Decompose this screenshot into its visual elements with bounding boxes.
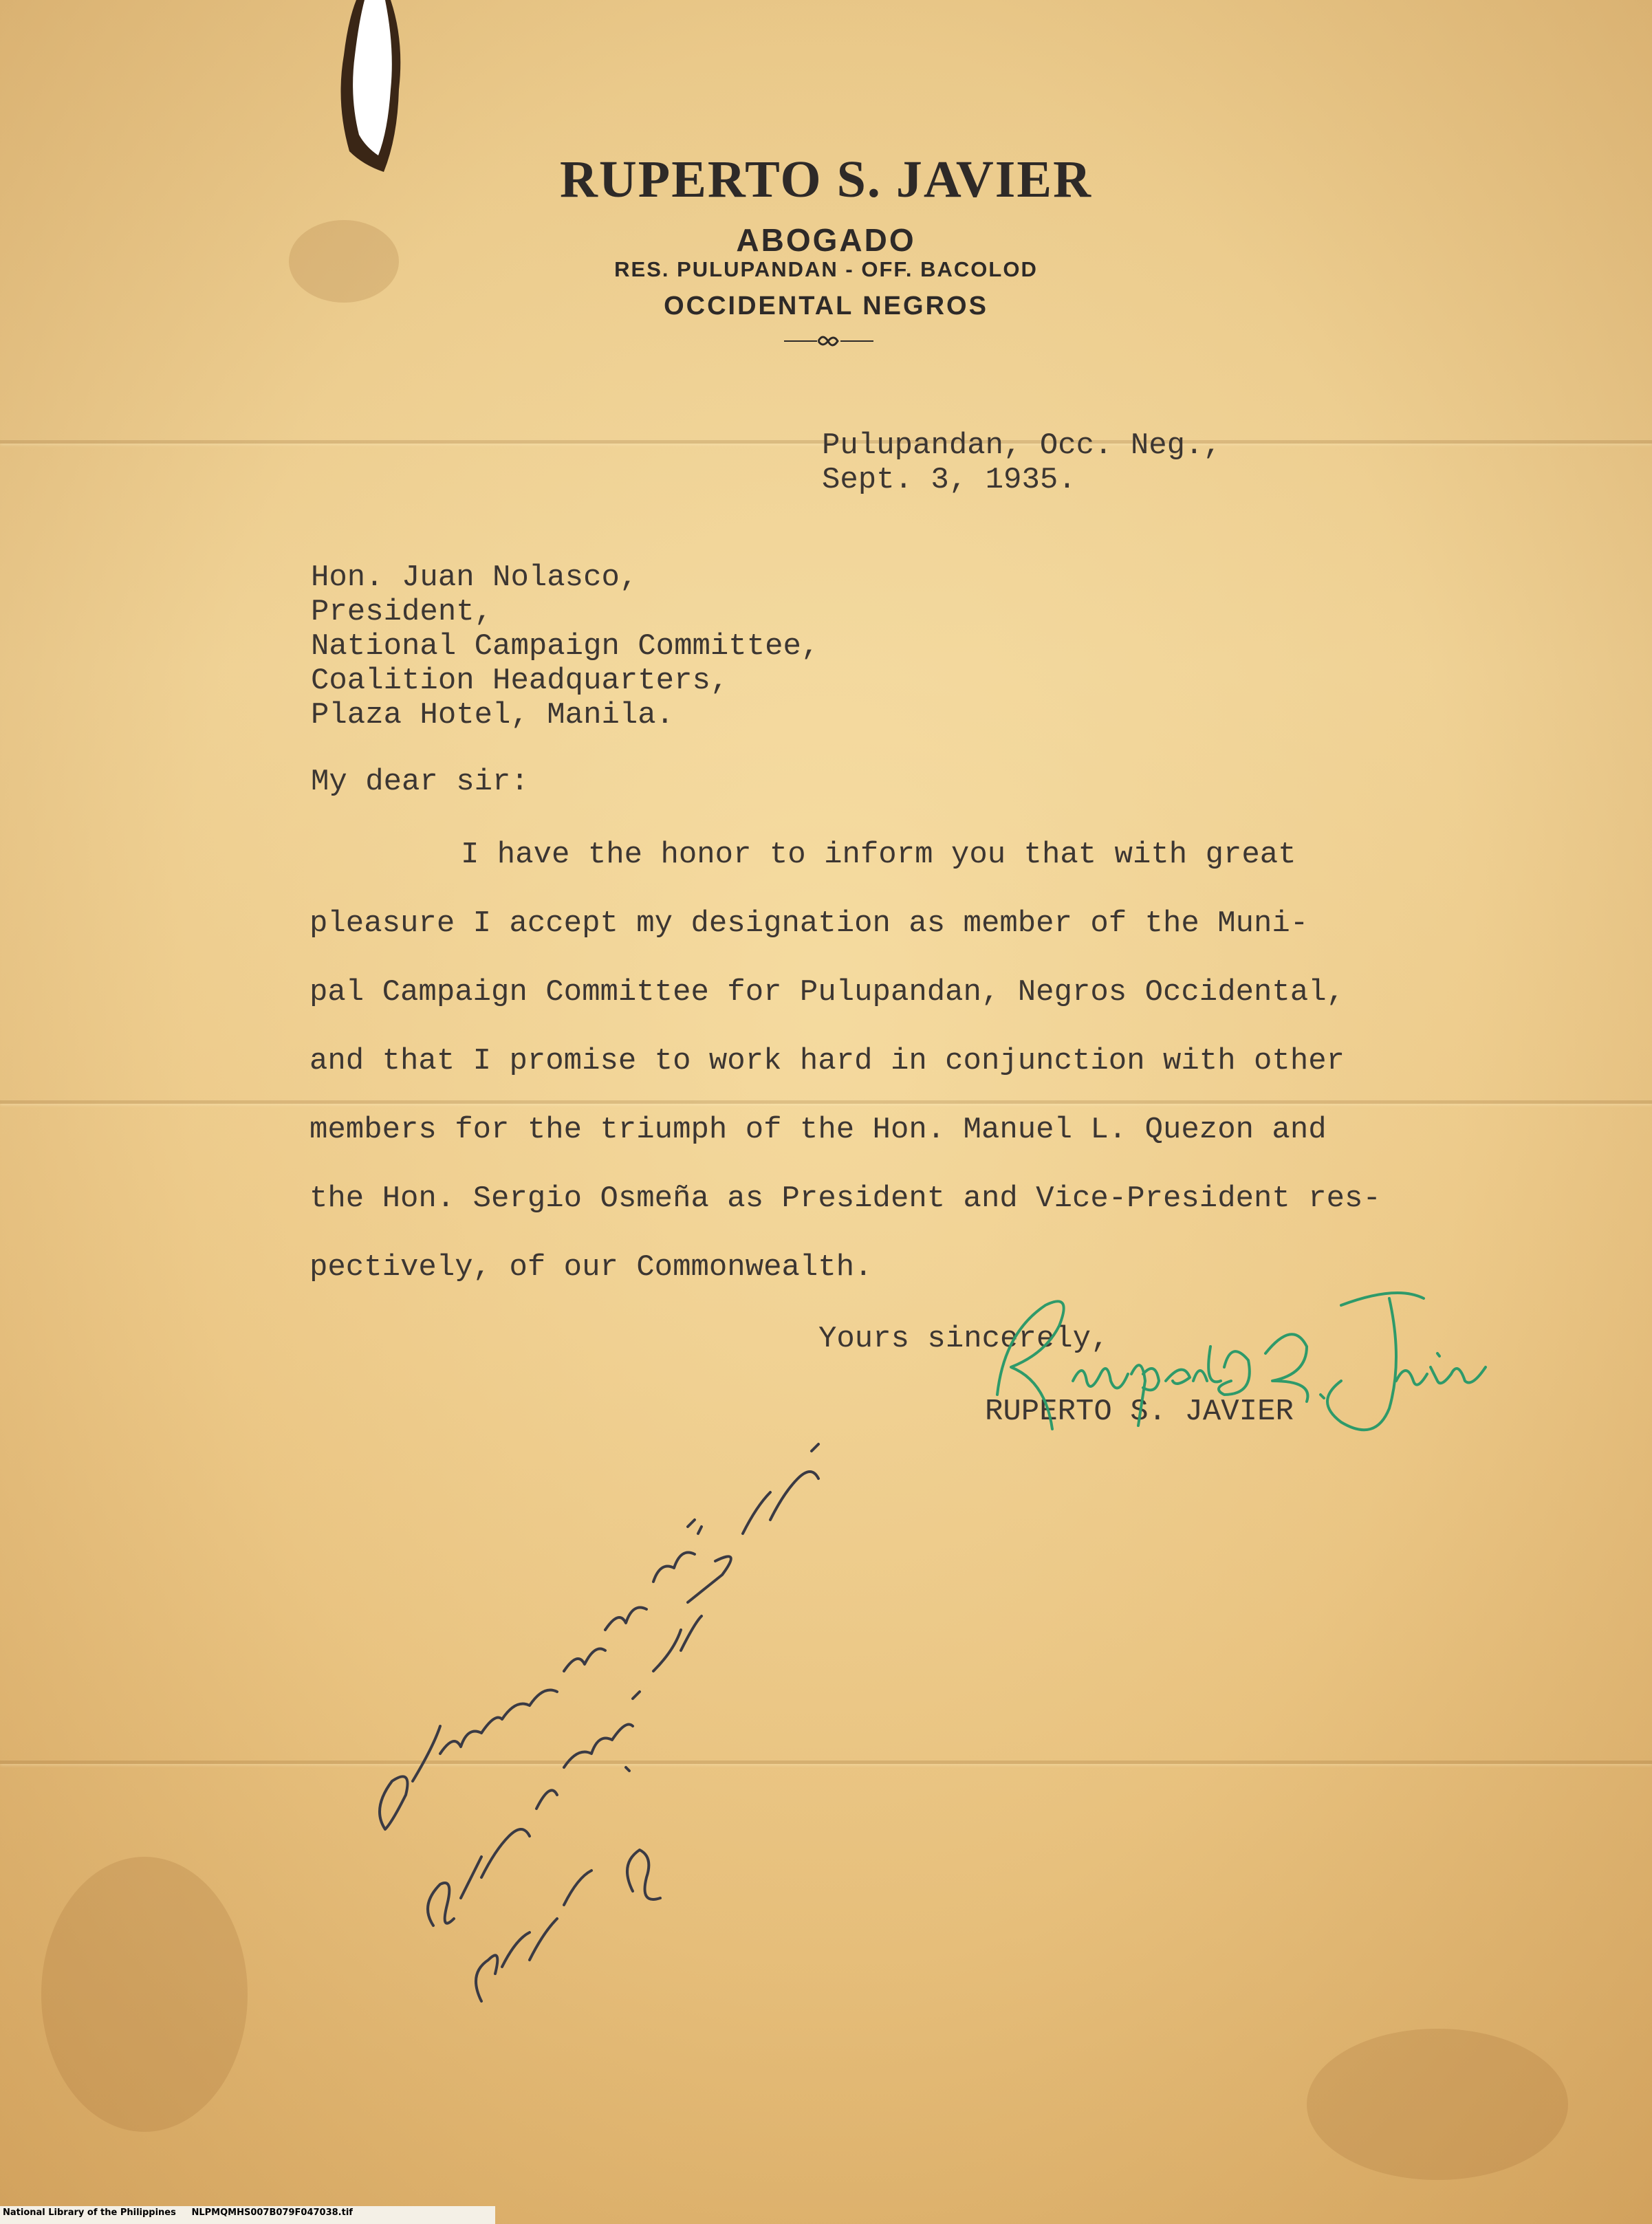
recipient-line: Plaza Hotel, Manila. [311,698,675,732]
handwritten-annotation [358,1424,853,2015]
body-line: I have the honor to inform you that with great [461,838,1296,872]
dateline-date: Sept. 3, 1935. [822,463,1076,497]
valediction: Yours sincerely, [818,1322,1109,1356]
letterhead-province: OCCIDENTAL NEGROS [664,292,988,320]
recipient-line: National Campaign Committee, [311,629,820,664]
body-line: pectively, of our Commonwealth. [309,1250,873,1285]
typed-name: RUPERTO S. JAVIER [985,1395,1294,1429]
burn-hole [336,0,404,172]
archive-footer: National Library of the Philippines NLPMQMHS007B079F047038.tif [3,2207,353,2218]
paper-stain [41,1857,248,2132]
body-line: pleasure I accept my designation as member of the Muni- [309,906,1309,941]
body-line: and that I promise to work hard in conjunction with other [309,1044,1345,1078]
letterhead-address: RES. PULUPANDAN - OFF. BACOLOD [614,257,1038,281]
letterhead-ornament [784,329,873,353]
body-line: pal Campaign Committee for Pulupandan, Negros Occidental, [309,975,1345,1010]
handwritten-signature [983,1278,1492,1457]
body-line: the Hon. Sergio Osmeña as President and Vice-President res- [309,1181,1381,1216]
dateline-place: Pulupandan, Occ. Neg., [822,428,1221,463]
letterhead-name: RUPERTO S. JAVIER [560,151,1092,208]
paper-stain [1307,2029,1568,2180]
salutation: My dear sir: [311,765,529,799]
recipient-line: President, [311,595,493,629]
recipient-line: Hon. Juan Nolasco, [311,560,638,595]
letterhead-title: ABOGADO [736,222,916,258]
body-line: members for the triumph of the Hon. Manuel L. Quezon and [309,1113,1327,1147]
recipient-line: Coalition Headquarters, [311,664,729,698]
paper-fold-middle [0,1100,1652,1104]
